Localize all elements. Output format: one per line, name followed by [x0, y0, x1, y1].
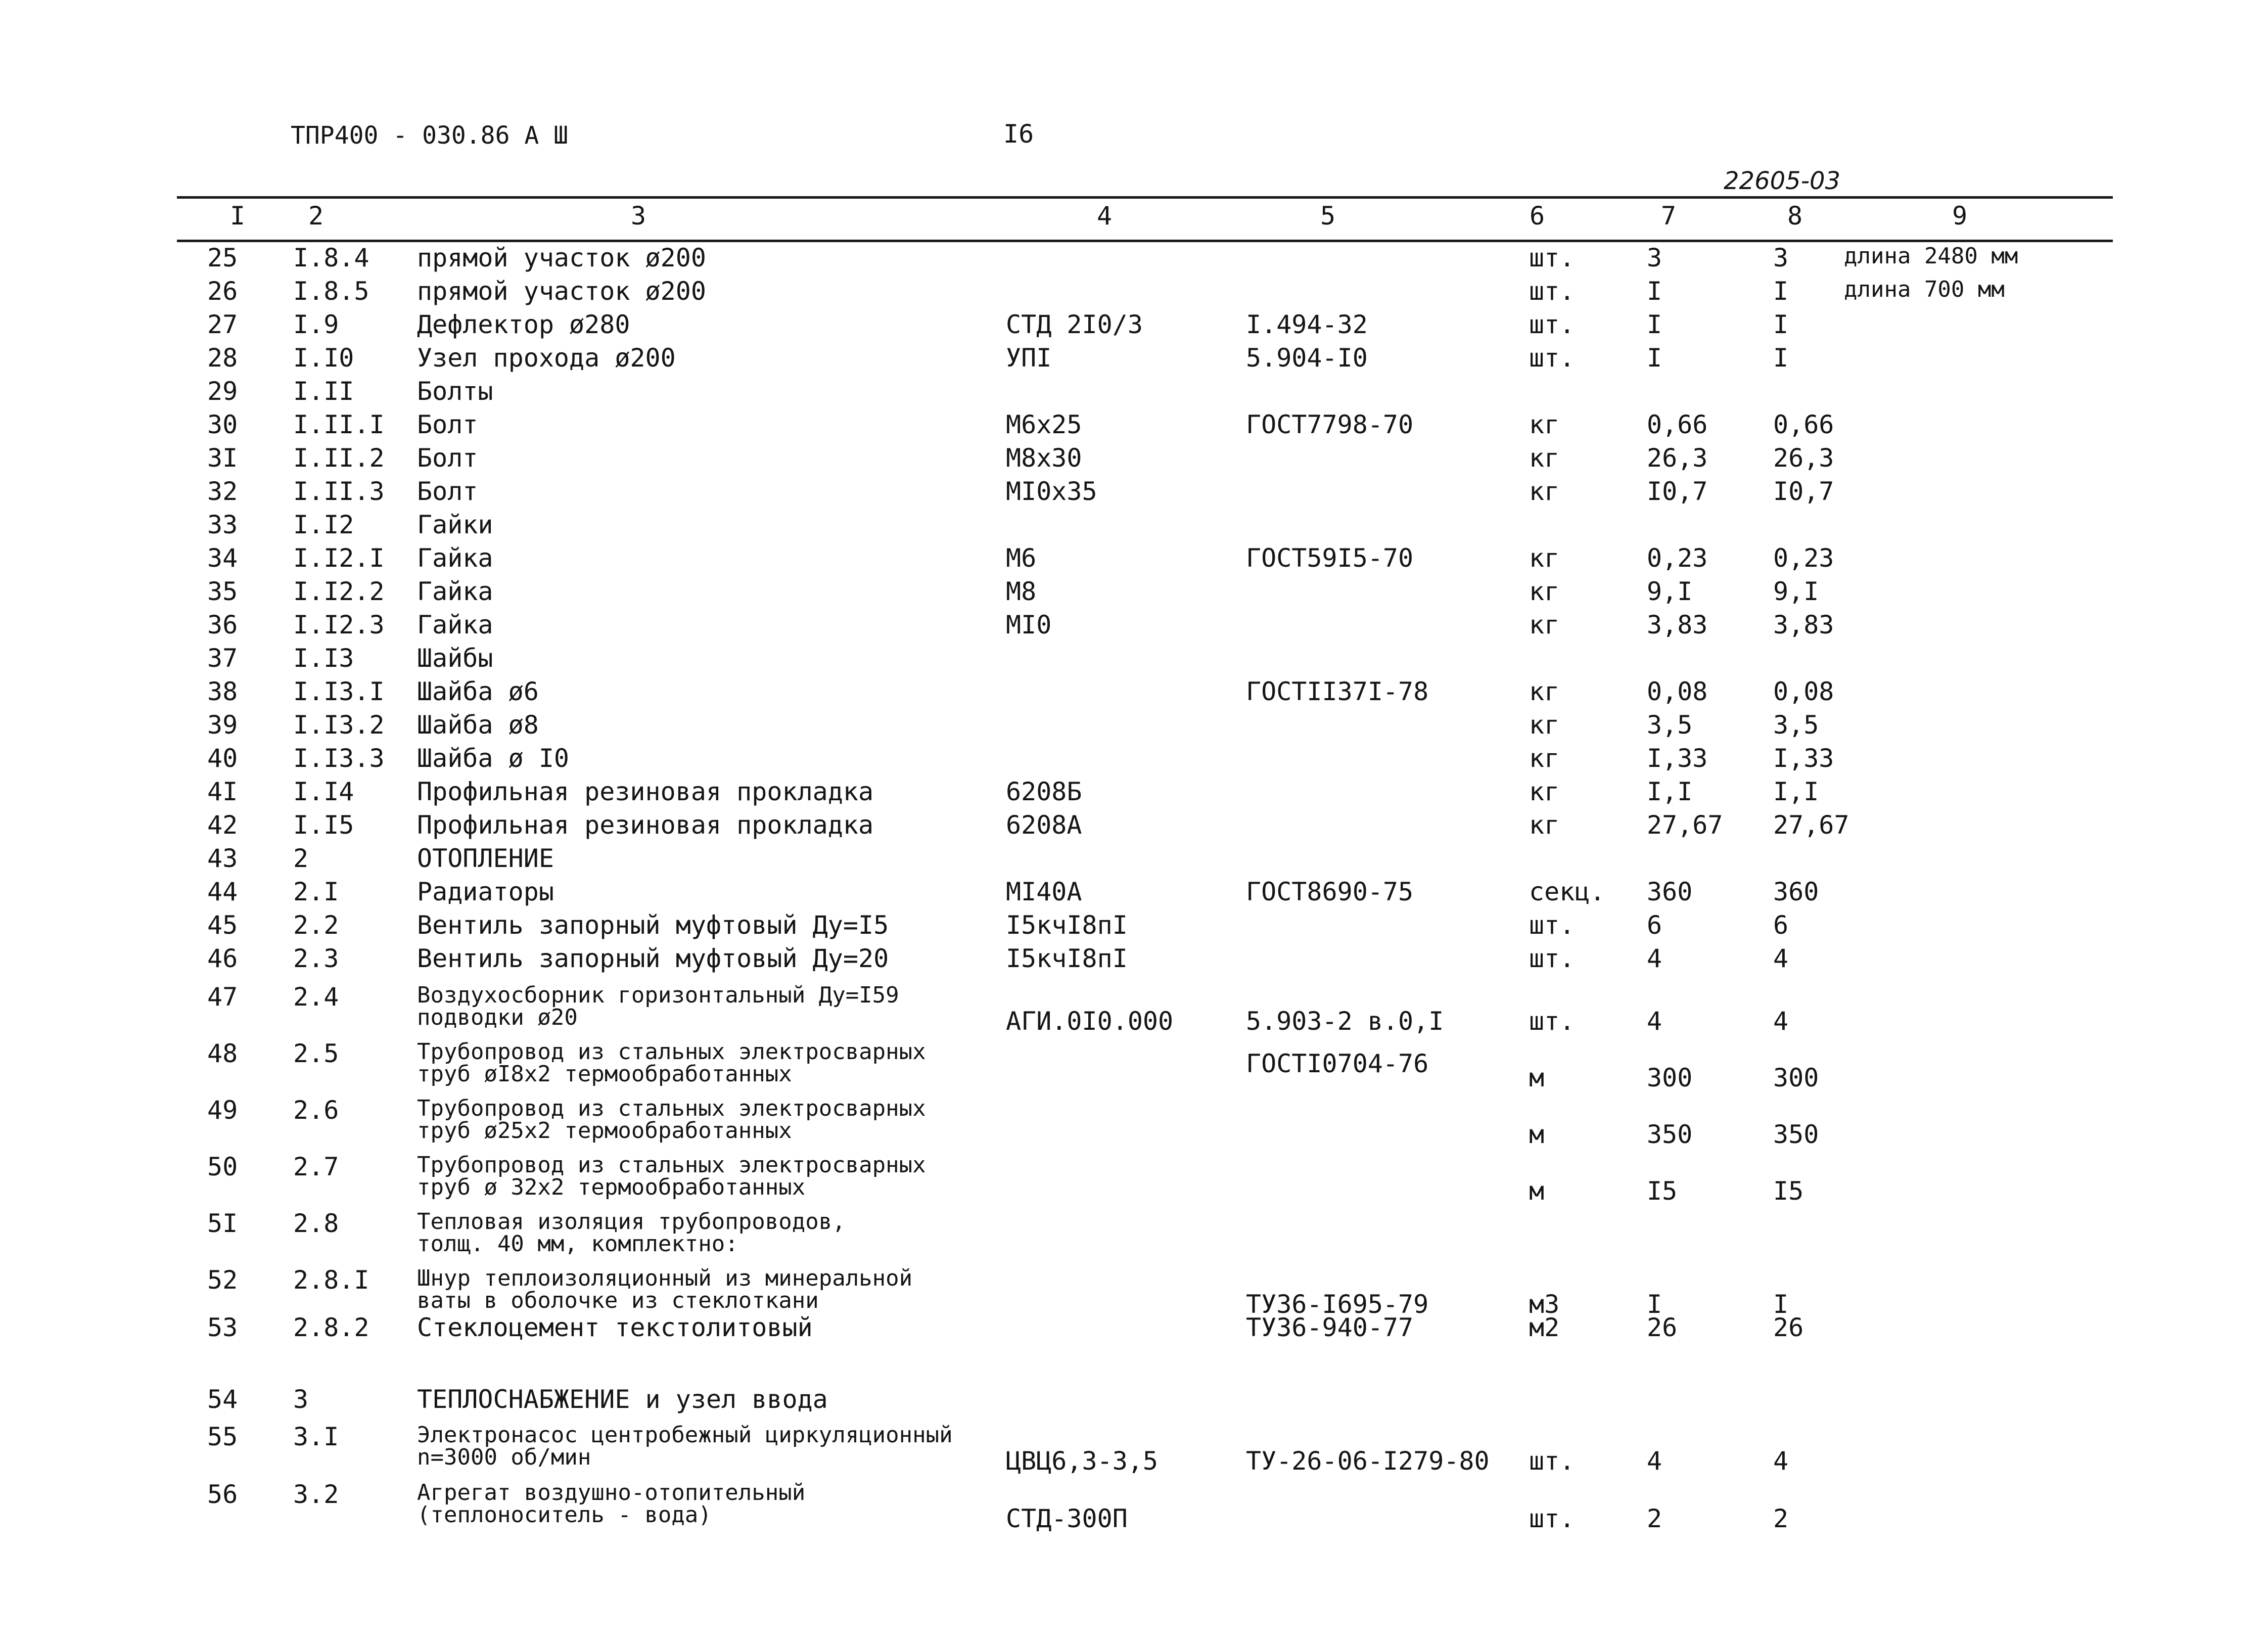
cell-unit: шт.: [1529, 1504, 1575, 1533]
cell-name: [417, 245, 706, 270]
cell-unit: кг: [1529, 477, 1560, 506]
cell-doc: ГОСТI0704-76: [1246, 1049, 1429, 1078]
cell-q8: I5: [1773, 1176, 1804, 1206]
cell-unit: шт.: [1529, 944, 1575, 973]
cell-unit: м3: [1529, 1290, 1560, 1319]
cell-position: I.I2.3: [293, 610, 385, 640]
cell-unit: кг: [1529, 410, 1560, 439]
name-line: Гайка: [417, 577, 493, 606]
cell-name: [417, 1315, 813, 1340]
cell-row-number: 34: [207, 543, 238, 573]
cell-position: I.I0: [293, 343, 354, 373]
cell-position: 2.6: [293, 1096, 339, 1125]
cell-position: 3.I: [293, 1422, 339, 1451]
name-line: труб øI8х2 термообработанных: [417, 1061, 792, 1087]
cell-position: I.I3: [293, 644, 354, 673]
cell-q7: 4: [1647, 1007, 1662, 1036]
name-line: Болт: [417, 443, 478, 473]
name-line: Шнур теплоизоляционный из минеральной: [417, 1265, 913, 1291]
name-line: Гайки: [417, 510, 493, 539]
cell-row-number: 43: [207, 844, 238, 873]
column-header-6: 6: [1530, 201, 1545, 231]
name-line: Узел прохода ø200: [417, 343, 676, 373]
cell-row-number: 38: [207, 677, 238, 706]
cell-q8: 3,83: [1773, 610, 1834, 640]
cell-mark: ЦВЦ6,3-3,5: [1006, 1446, 1159, 1476]
cell-position: I.I3.I: [293, 677, 385, 706]
cell-position: 2.I: [293, 877, 339, 906]
cell-q8: I: [1773, 310, 1789, 339]
cell-unit: шт.: [1529, 910, 1575, 940]
name-line: n=3000 об/мин: [417, 1444, 591, 1470]
cell-position: 2.8: [293, 1209, 339, 1238]
cell-unit: м2: [1529, 1313, 1560, 1342]
cell-q7: 4: [1647, 944, 1662, 973]
cell-row-number: 53: [207, 1313, 238, 1342]
cell-q8: 3,5: [1773, 710, 1819, 740]
name-line: Электронасос центробежный циркуляционный: [417, 1422, 953, 1448]
cell-position: 2.5: [293, 1039, 339, 1068]
cell-mark: МI40А: [1006, 877, 1082, 906]
cell-row-number: 37: [207, 644, 238, 673]
cell-q8: I: [1773, 277, 1789, 306]
cell-doc: ГОСТ59I5-70: [1246, 543, 1414, 573]
name-line: Шайбы: [417, 644, 493, 673]
cell-position: I.8.5: [293, 277, 369, 306]
table-top-rule: [177, 196, 2113, 199]
cell-mark: АГИ.0I0.000: [1006, 1007, 1174, 1036]
name-line: ваты в оболочке из стеклоткани: [417, 1288, 819, 1313]
cell-q8: 27,67: [1773, 810, 1849, 840]
cell-position: 2.2: [293, 910, 339, 940]
cell-name: [417, 946, 889, 971]
cell-unit: м: [1529, 1120, 1545, 1149]
cell-name: [417, 579, 493, 604]
cell-mark: СТД-300П: [1006, 1504, 1128, 1533]
cell-q7: 26: [1647, 1313, 1678, 1342]
cell-q8: I: [1773, 343, 1789, 373]
cell-unit: кг: [1529, 610, 1560, 640]
name-line: Болт: [417, 477, 478, 506]
cell-unit: кг: [1529, 543, 1560, 573]
cell-unit: кг: [1529, 744, 1560, 773]
cell-row-number: 40: [207, 744, 238, 773]
cell-position: I.I2: [293, 510, 354, 539]
cell-mark: МI0х35: [1006, 477, 1097, 506]
cell-q8: 26,3: [1773, 443, 1834, 473]
cell-doc: ТУ36-I695-79: [1246, 1290, 1429, 1319]
cell-name: [417, 479, 478, 504]
cell-name: [417, 1387, 828, 1412]
cell-q7: 0,08: [1647, 677, 1708, 706]
name-line: труб ø 32х2 термообработанных: [417, 1174, 806, 1200]
cell-mark: УПI: [1006, 343, 1052, 373]
cell-unit: шт.: [1529, 310, 1575, 339]
cell-mark: СТД 2I0/3: [1006, 310, 1143, 339]
cell-q8: I0,7: [1773, 477, 1834, 506]
registration-stamp: 22605-03: [1724, 167, 1841, 195]
cell-q7: 300: [1647, 1063, 1693, 1092]
cell-name: [417, 512, 493, 537]
cell-mark: I5кчI8пI: [1006, 944, 1128, 973]
cell-mark: МI0: [1006, 610, 1052, 640]
name-line: Шайба ø6: [417, 677, 539, 706]
cell-mark: М6: [1006, 543, 1037, 573]
cell-position: I.II.2: [293, 443, 385, 473]
cell-mark: 6208Б: [1006, 777, 1082, 806]
column-header-7: 7: [1661, 201, 1677, 231]
cell-q7: 350: [1647, 1120, 1693, 1149]
cell-mark: М8: [1006, 577, 1037, 606]
cell-name: [417, 812, 873, 838]
cell-q8: 4: [1773, 1007, 1789, 1036]
cell-q7: 0,23: [1647, 543, 1708, 573]
cell-row-number: 25: [207, 243, 238, 272]
cell-q8: 0,23: [1773, 543, 1834, 573]
cell-row-number: 42: [207, 810, 238, 840]
cell-q7: 26,3: [1647, 443, 1708, 473]
name-line: Трубопровод из стальных электросварных: [417, 1096, 926, 1121]
cell-row-number: 39: [207, 710, 238, 740]
cell-position: I.8.4: [293, 243, 369, 272]
name-line: Агрегат воздушно-отопительный: [417, 1480, 806, 1506]
cell-mark: М8х30: [1006, 443, 1082, 473]
cell-q8: 0,66: [1773, 410, 1834, 439]
cell-unit: шт.: [1529, 1007, 1575, 1036]
cell-unit: шт.: [1529, 277, 1575, 306]
cell-q7: 360: [1647, 877, 1693, 906]
name-line: ТЕПЛОСНАБЖЕНИЕ и узел ввода: [417, 1385, 828, 1414]
cell-row-number: 55: [207, 1422, 238, 1451]
cell-row-number: 36: [207, 610, 238, 640]
cell-doc: I.494-32: [1246, 310, 1368, 339]
cell-row-number: 28: [207, 343, 238, 373]
cell-doc: ГОСТ7798-70: [1246, 410, 1414, 439]
cell-row-number: 3I: [207, 443, 238, 473]
cell-q8: 300: [1773, 1063, 1819, 1092]
cell-position: I.9: [293, 310, 339, 339]
cell-q8: 4: [1773, 1446, 1789, 1476]
cell-note: длина 700 мм: [1844, 277, 2005, 302]
cell-row-number: 33: [207, 510, 238, 539]
cell-row-number: 27: [207, 310, 238, 339]
name-line: подводки ø20: [417, 1005, 578, 1030]
name-line: толщ. 40 мм, комплектно:: [417, 1231, 738, 1257]
cell-position: I.I4: [293, 777, 354, 806]
cell-name: [417, 846, 554, 871]
cell-row-number: 26: [207, 277, 238, 306]
cell-row-number: 47: [207, 982, 238, 1012]
cell-unit: кг: [1529, 443, 1560, 473]
cell-name: [417, 746, 569, 771]
name-line: Трубопровод из стальных электросварных: [417, 1039, 926, 1065]
cell-name: [417, 312, 630, 337]
cell-q7: I: [1647, 1290, 1662, 1319]
cell-row-number: 50: [207, 1152, 238, 1181]
cell-row-number: 45: [207, 910, 238, 940]
cell-row-number: 5I: [207, 1209, 238, 1238]
cell-unit: шт.: [1529, 243, 1575, 272]
cell-q7: I0,7: [1647, 477, 1708, 506]
cell-position: 2.8.2: [293, 1313, 369, 1342]
cell-unit: секц.: [1529, 877, 1605, 906]
cell-mark: 6208А: [1006, 810, 1082, 840]
cell-name: [417, 412, 478, 437]
cell-position: I.I2.I: [293, 543, 385, 573]
name-line: ОТОПЛЕНИЕ: [417, 844, 554, 873]
document-code: ТПР400 - 030.86 А Ш: [291, 121, 569, 150]
cell-q7: 6: [1647, 910, 1662, 940]
cell-row-number: 4I: [207, 777, 238, 806]
cell-q7: 0,66: [1647, 410, 1708, 439]
cell-q7: I5: [1647, 1176, 1678, 1206]
name-line: труб ø25х2 термообработанных: [417, 1118, 792, 1144]
cell-name: [417, 910, 889, 940]
cell-name: [417, 445, 478, 471]
cell-q7: 3,83: [1647, 610, 1708, 640]
name-line: Трубопровод из стальных электросварных: [417, 1152, 926, 1178]
cell-unit: кг: [1529, 710, 1560, 740]
cell-q7: I,33: [1647, 744, 1708, 773]
cell-doc: 5.903-2 в.0,I: [1246, 1007, 1444, 1036]
cell-q8: 2: [1773, 1504, 1789, 1533]
cell-unit: кг: [1529, 577, 1560, 606]
cell-position: 2.3: [293, 944, 339, 973]
cell-unit: шт.: [1529, 1446, 1575, 1476]
cell-position: 2.4: [293, 982, 339, 1012]
cell-name: [417, 779, 873, 804]
cell-name: [417, 1211, 846, 1255]
cell-q7: 3,5: [1647, 710, 1693, 740]
cell-doc: ГОСТII37I-78: [1246, 677, 1429, 706]
cell-q7: I: [1647, 310, 1662, 339]
name-line: Вентиль запорный муфтовый Ду=I5: [417, 910, 889, 940]
page-number: I6: [1003, 119, 1034, 149]
name-line: Болты: [417, 377, 493, 406]
cell-q7: 2: [1647, 1504, 1662, 1533]
cell-position: I.I3.2: [293, 710, 385, 740]
cell-name: [417, 545, 493, 571]
cell-name: [417, 879, 554, 904]
name-line: прямой участок ø200: [417, 243, 706, 272]
column-header-8: 8: [1787, 201, 1803, 231]
cell-position: 3.2: [293, 1480, 339, 1509]
column-header-1: I: [230, 201, 246, 231]
cell-q7: I: [1647, 277, 1662, 306]
cell-position: I.I3.3: [293, 744, 385, 773]
cell-q8: I: [1773, 1290, 1789, 1319]
name-line: Дефлектор ø280: [417, 310, 630, 339]
cell-q7: I,I: [1647, 777, 1693, 806]
cell-mark: I5кчI8пI: [1006, 910, 1128, 940]
name-line: Воздухосборник горизонтальный Ду=I59: [417, 982, 899, 1008]
column-header-9: 9: [1952, 201, 1968, 231]
cell-q8: 6: [1773, 910, 1789, 940]
column-header-5: 5: [1320, 201, 1336, 231]
cell-row-number: 32: [207, 477, 238, 506]
cell-q8: 4: [1773, 944, 1789, 973]
cell-row-number: 49: [207, 1096, 238, 1125]
name-line: прямой участок ø200: [417, 277, 706, 306]
cell-name: [417, 1041, 926, 1085]
column-header-4: 4: [1097, 201, 1113, 231]
cell-name: [417, 379, 493, 404]
name-line: Вентиль запорный муфтовый Ду=20: [417, 944, 889, 973]
cell-position: 3: [293, 1385, 309, 1414]
cell-position: 2.8.I: [293, 1265, 369, 1295]
cell-doc: ТУ36-940-77: [1246, 1313, 1414, 1342]
name-line: Профильная резиновая прокладка: [417, 810, 874, 840]
cell-doc: ГОСТ8690-75: [1246, 877, 1414, 906]
name-line: Профильная резиновая прокладка: [417, 777, 874, 806]
cell-name: [417, 646, 493, 671]
cell-name: [417, 1098, 926, 1142]
cell-unit: кг: [1529, 677, 1560, 706]
name-line: Гайка: [417, 610, 493, 640]
cell-position: I.I2.2: [293, 577, 385, 606]
cell-doc: ТУ-26-06-I279-80: [1246, 1446, 1490, 1476]
cell-unit: м: [1529, 1063, 1545, 1092]
cell-q8: 0,08: [1773, 677, 1834, 706]
name-line: Шайба ø8: [417, 710, 539, 740]
cell-name: [417, 610, 493, 640]
name-line: (теплоноситель - вода): [417, 1502, 712, 1528]
cell-name: [417, 279, 706, 304]
cell-row-number: 29: [207, 377, 238, 406]
cell-unit: шт.: [1529, 343, 1575, 373]
cell-q8: I,33: [1773, 744, 1834, 773]
cell-name: [417, 1482, 805, 1526]
name-line: Радиаторы: [417, 877, 554, 906]
cell-position: 2: [293, 844, 309, 873]
cell-unit: кг: [1529, 777, 1560, 806]
cell-q7: 9,I: [1647, 577, 1693, 606]
cell-name: [417, 712, 539, 738]
cell-position: I.I5: [293, 810, 354, 840]
cell-note: длина 2480 мм: [1844, 243, 2018, 269]
cell-name: [417, 345, 676, 371]
cell-position: I.II.I: [293, 410, 385, 439]
column-header-2: 2: [308, 201, 324, 231]
cell-q7: I: [1647, 343, 1662, 373]
cell-name: [417, 1267, 912, 1312]
name-line: Шайба ø I0: [417, 744, 570, 773]
cell-row-number: 48: [207, 1039, 238, 1068]
column-header-3: 3: [631, 201, 646, 231]
cell-row-number: 56: [207, 1480, 238, 1509]
name-line: Болт: [417, 410, 478, 439]
cell-position: 2.7: [293, 1152, 339, 1181]
name-line: Тепловая изоляция трубопроводов,: [417, 1209, 846, 1235]
cell-name: [417, 984, 899, 1029]
cell-name: [417, 1154, 926, 1199]
cell-row-number: 54: [207, 1385, 238, 1414]
cell-q8: 3: [1773, 243, 1789, 272]
cell-q7: 4: [1647, 1446, 1662, 1476]
table-header-rule: [177, 240, 2113, 242]
cell-q7: 27,67: [1647, 810, 1723, 840]
cell-row-number: 35: [207, 577, 238, 606]
cell-q7: 3: [1647, 243, 1662, 272]
cell-q8: 26: [1773, 1313, 1804, 1342]
name-line: Гайка: [417, 543, 493, 573]
cell-row-number: 44: [207, 877, 238, 906]
cell-unit: кг: [1529, 810, 1560, 840]
cell-row-number: 46: [207, 944, 238, 973]
cell-position: I.II: [293, 377, 354, 406]
cell-q8: 360: [1773, 877, 1819, 906]
cell-q8: I,I: [1773, 777, 1819, 806]
cell-mark: М6х25: [1006, 410, 1082, 439]
cell-q8: 9,I: [1773, 577, 1819, 606]
cell-q8: 350: [1773, 1120, 1819, 1149]
cell-row-number: 52: [207, 1265, 238, 1295]
cell-unit: м: [1529, 1176, 1545, 1206]
cell-name: [417, 679, 539, 704]
cell-row-number: 30: [207, 410, 238, 439]
cell-name: [417, 1424, 953, 1469]
name-line: Стеклоцемент текстолитовый: [417, 1313, 813, 1342]
cell-position: I.II.3: [293, 477, 385, 506]
cell-doc: 5.904-I0: [1246, 343, 1368, 373]
